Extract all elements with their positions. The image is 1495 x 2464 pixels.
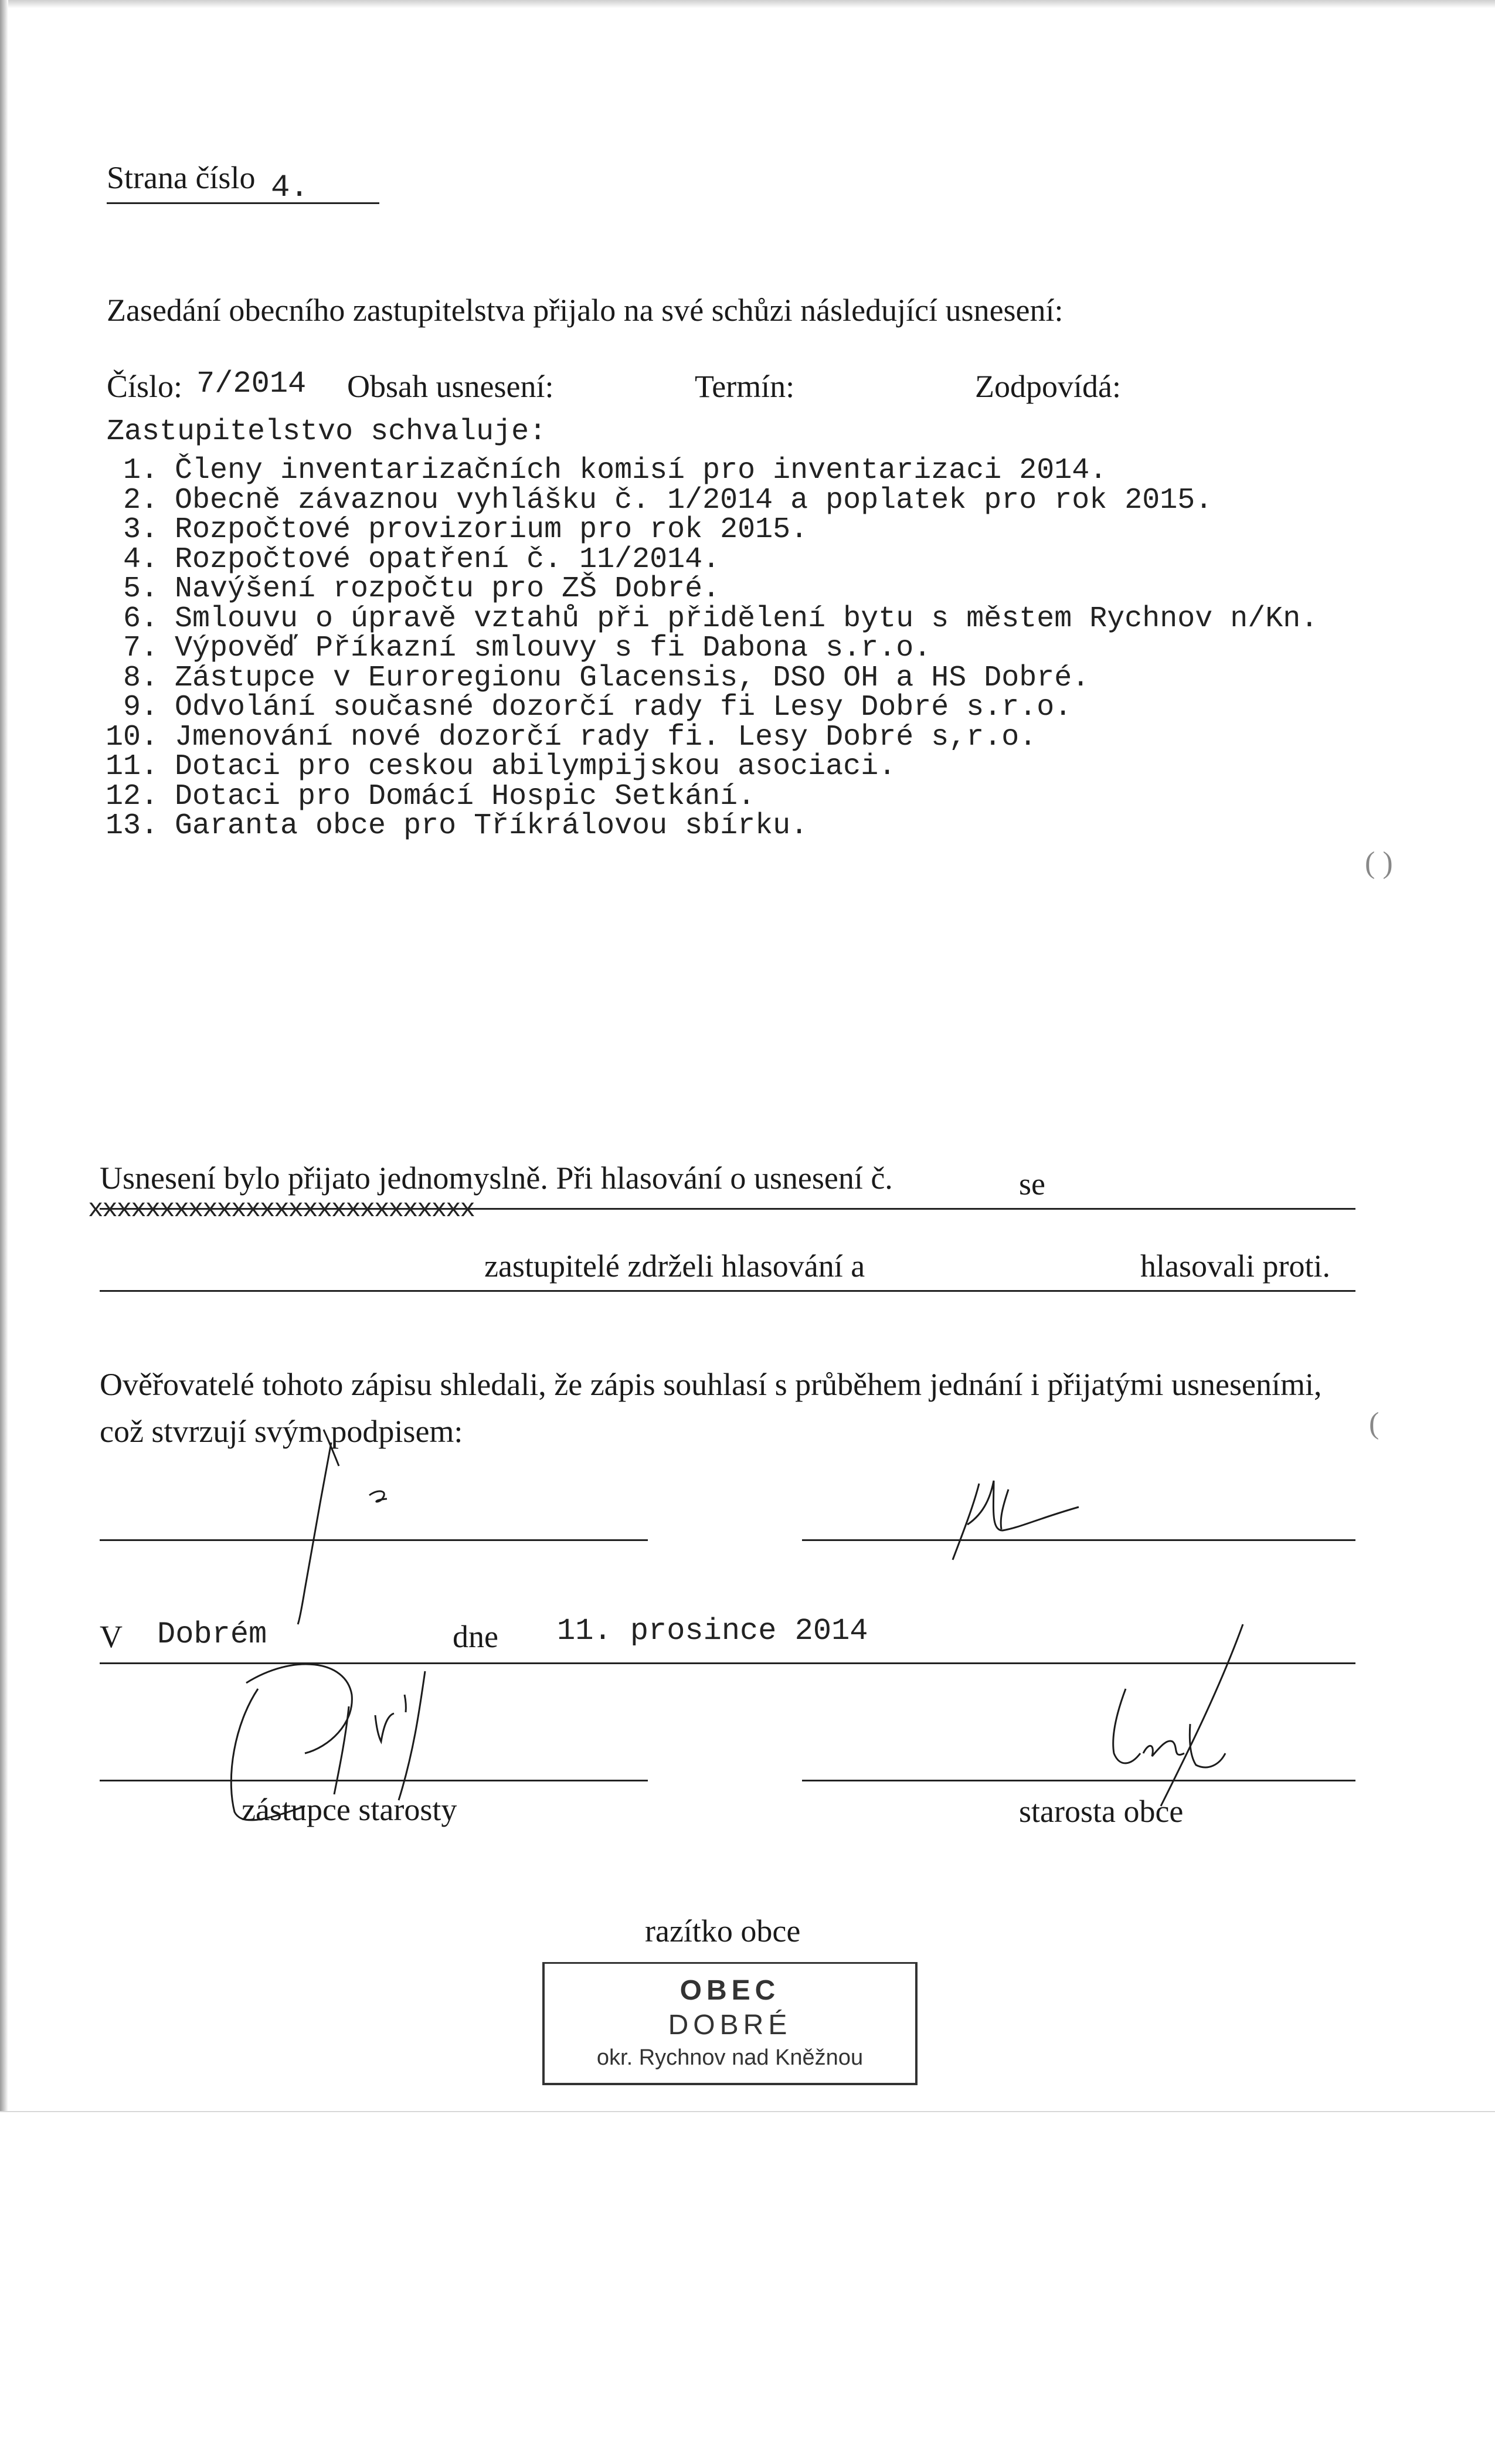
termin-label: Termín: <box>695 369 795 404</box>
cislo-value: 7/2014 <box>196 366 307 401</box>
mayor-label: starosta obce <box>1019 1794 1184 1829</box>
page-edge-top <box>0 0 1495 8</box>
against-text: hlasovali proti. <box>1140 1248 1330 1284</box>
voting-line <box>100 1208 1355 1210</box>
list-item: 1. Členy inventarizačních komisí pro inventarizaci 2014. <box>123 454 1107 487</box>
list-item: 13. Garanta obce pro Tříkrálovou sbírku. <box>105 809 808 843</box>
verifier1-signature <box>276 1419 416 1630</box>
page-label: Strana číslo <box>107 160 256 195</box>
list-item: 10. Jmenování nové dozorčí rady fi. Lesy Dobré s,r.o. <box>105 720 1037 754</box>
deputy-label: zástupce starosty <box>242 1792 457 1827</box>
abstain-line <box>100 1290 1355 1292</box>
list-item: 5. Navýšení rozpočtu pro ZŠ Dobré. <box>123 572 721 606</box>
verification-line2: což stvrzují svým podpisem: <box>100 1414 463 1449</box>
page-number-underline <box>107 202 379 204</box>
intro-text: Zasedání obecního zastupitelstva přijalo na své schůzi následující usnesení: <box>107 293 1064 328</box>
list-item: 8. Zástupce v Euroregionu Glacensis, DSO OH a HS Dobré. <box>123 661 1090 695</box>
abstain-text: zastupitelé zdrželi hlasování a <box>484 1248 865 1284</box>
margin-mark-2: ( <box>1369 1407 1380 1440</box>
voting-se: se <box>1019 1166 1045 1202</box>
dne-label: dne <box>453 1619 498 1654</box>
cislo-label: Číslo: <box>107 369 183 404</box>
place-value: Dobrém <box>157 1617 267 1652</box>
mayor-signature-line <box>802 1780 1355 1781</box>
stamp-line3: okr. Rychnov nad Kněžnou <box>596 2045 864 2070</box>
list-item: 3. Rozpočtové provizorium pro rok 2015. <box>123 513 808 547</box>
stamp-caption: razítko obce <box>645 1913 801 1949</box>
municipal-stamp <box>542 1962 918 2085</box>
stamp-line1: OBEC <box>679 1975 780 2006</box>
v-label: V <box>100 1619 123 1654</box>
struck-out-text: xxxxxxxxxxxxxxxxxxxxxxxxxxx <box>88 1195 474 1224</box>
page-number: 4. <box>271 170 309 206</box>
voting-text: Usnesení bylo přijato jednomyslně. Při hlasování o usnesení č. <box>100 1160 893 1196</box>
list-item: 7. Výpověď Příkazní smlouvy s fi Dabona s.r.o. <box>123 632 932 665</box>
margin-mark: ( ) <box>1365 846 1393 880</box>
list-item: 12. Dotaci pro Domácí Hospic Setkání. <box>105 779 756 813</box>
resolution-heading: Zastupitelstvo schvaluje: <box>107 415 547 449</box>
list-item: 4. Rozpočtové opatření č. 11/2014. <box>123 542 721 576</box>
list-item: 6. Smlouvu o úpravě vztahů při přidělení bytu s městem Rychnov n/Kn. <box>123 602 1319 636</box>
list-item: 9. Odvolání současné dozorčí rady fi Lesy Dobré s.r.o. <box>123 691 1072 724</box>
obsah-label: Obsah usnesení: <box>347 369 554 404</box>
resolution-list <box>100 456 1318 841</box>
zodpovida-label: Zodpovídá: <box>975 369 1121 404</box>
list-item: 2. Obecně závaznou vyhlášku č. 1/2014 a poplatek pro rok 2015. <box>123 483 1213 517</box>
verifier2-signature <box>920 1472 1096 1566</box>
stamp-line2: DOBRÉ <box>668 2010 792 2041</box>
page-edge-left <box>0 0 8 2111</box>
verification-line1: Ověřovatelé tohoto zápisu shledali, že zápis souhlasí s průběhem jednání i přijatými usneseními, <box>100 1367 1322 1402</box>
page-bottom-margin <box>0 2111 1495 2464</box>
date-value: 11. prosince 2014 <box>557 1614 868 1648</box>
list-item: 11. Dotaci pro ceskou abilympijskou asociaci. <box>105 750 896 783</box>
